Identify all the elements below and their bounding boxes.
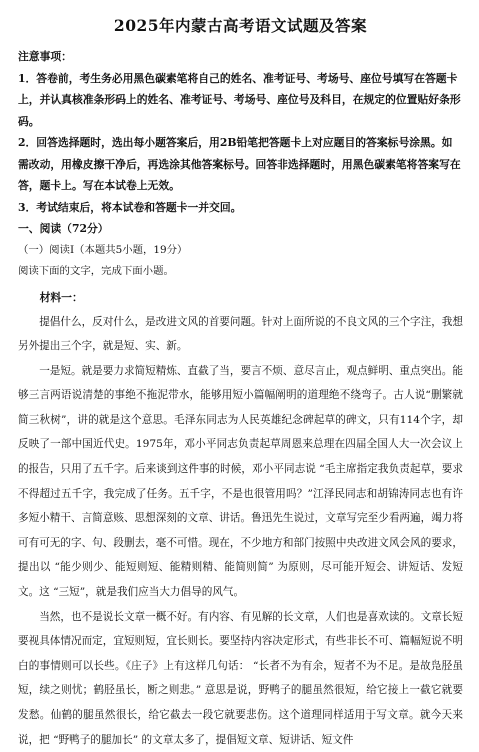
body-paragraph-3: 当然，也不是说长文章一概不好。有内容、有见解的长文章，人们也是喜欢读的。文章长短要视具体情况而定，宜短则短，宜长则长。要坚持内容决定形式，有些非长不可、篇幅短说不明白的事情则可以长些。《庄子》上有这样几句话： “长者不为有余，短者不为不足。是故凫胫虽短，续之则忧；鹤胫虽长，断之则悲。” 意思是说，野鸭子的腿虽然很短，给它接上一截它就要发愁。仙鹤的腿虽然很长，给它截去一段它就要悲伤。这个道理同样适用于写文章。就今天来说，把 “野鸭子的腿加长” 的文章太多了，提倡短文章、短讲话、短文件 [18,610,463,746]
notice-heading: 注意事项： [18,50,72,63]
section-heading: 一、阅读（72分） [18,222,109,235]
notice-item-1: 1．答卷前，考生务必用黑色碳素笔将自己的姓名、准考证号、考场号、座位号填写在答题卡上，并认真核准条形码上的姓名、准考证号、考场号、座位号及科目，在规定的位置贴好条形码。 [18,71,461,128]
document-title: 2025年内蒙古高考语文试题及答案 [113,16,368,35]
body-paragraph-2: 一是短。就是要力求简短精炼、直截了当，要言不烦、意尽言止，观点鲜明、重点突出。能够三言两语说清楚的事绝不拖泥带水，能够用短小篇幅阐明的道理绝不绕弯子。古人说“删繁就简三秋树”，讲的就是这个意思。毛泽东同志为人民英雄纪念碑起草的碑文，只有114个字，却反映了一部中国近代史。1975年，邓小平同志负责起草周恩来总理在四届全国人大一次会议上的报告，只用了五千字。后来谈到这件事的时候，邓小平同志说 “毛主席指定我负责起草，要求不得超过五千字，我完成了任务。五千字，不是也很管用吗？”江泽民同志和胡锦涛同志也有许多短小精干、言简意赅、思想深刻的文章、讲话。鲁迅先生说过，文章写完至少看两遍，竭力将可有可无的字、句、段删去，毫不可惜。现在，不少地方和部门按照中央改进文风会风的要求，提出以 “能少则少、能短则短、能精则精、能简则简” 为原则，尽可能开短会、讲短话、发短文。这 “三短”，就是我们应当大力倡导的风气。 [18,364,463,599]
notice-item-3: 3．考试结束后，将本试卷和答题卡一并交回。 [18,200,242,214]
material-label: 材料一： [39,290,83,304]
reading-instruction: 阅读下面的文字，完成下面小题。 [18,264,174,277]
body-paragraph-1: 提倡什么，反对什么，是改进文风的首要问题。针对上面所说的不良文风的三个字注，我想另外提出三个字，就是短、实、新。 [18,315,463,353]
notice-item-2: 2．回答选择题时，选出每小题答案后，用2B铅笔把答题卡上对应题目的答案标号涂黑。如需改动，用橡皮擦干净后，再选涂其他答案标号。回答非选择题时，用黑色碳素笔将答案写在答，题卡上。写在本试卷上无效。 [18,136,461,192]
subsection-heading: （一）阅读Ⅰ（本题共5小题，19分） [18,243,188,256]
